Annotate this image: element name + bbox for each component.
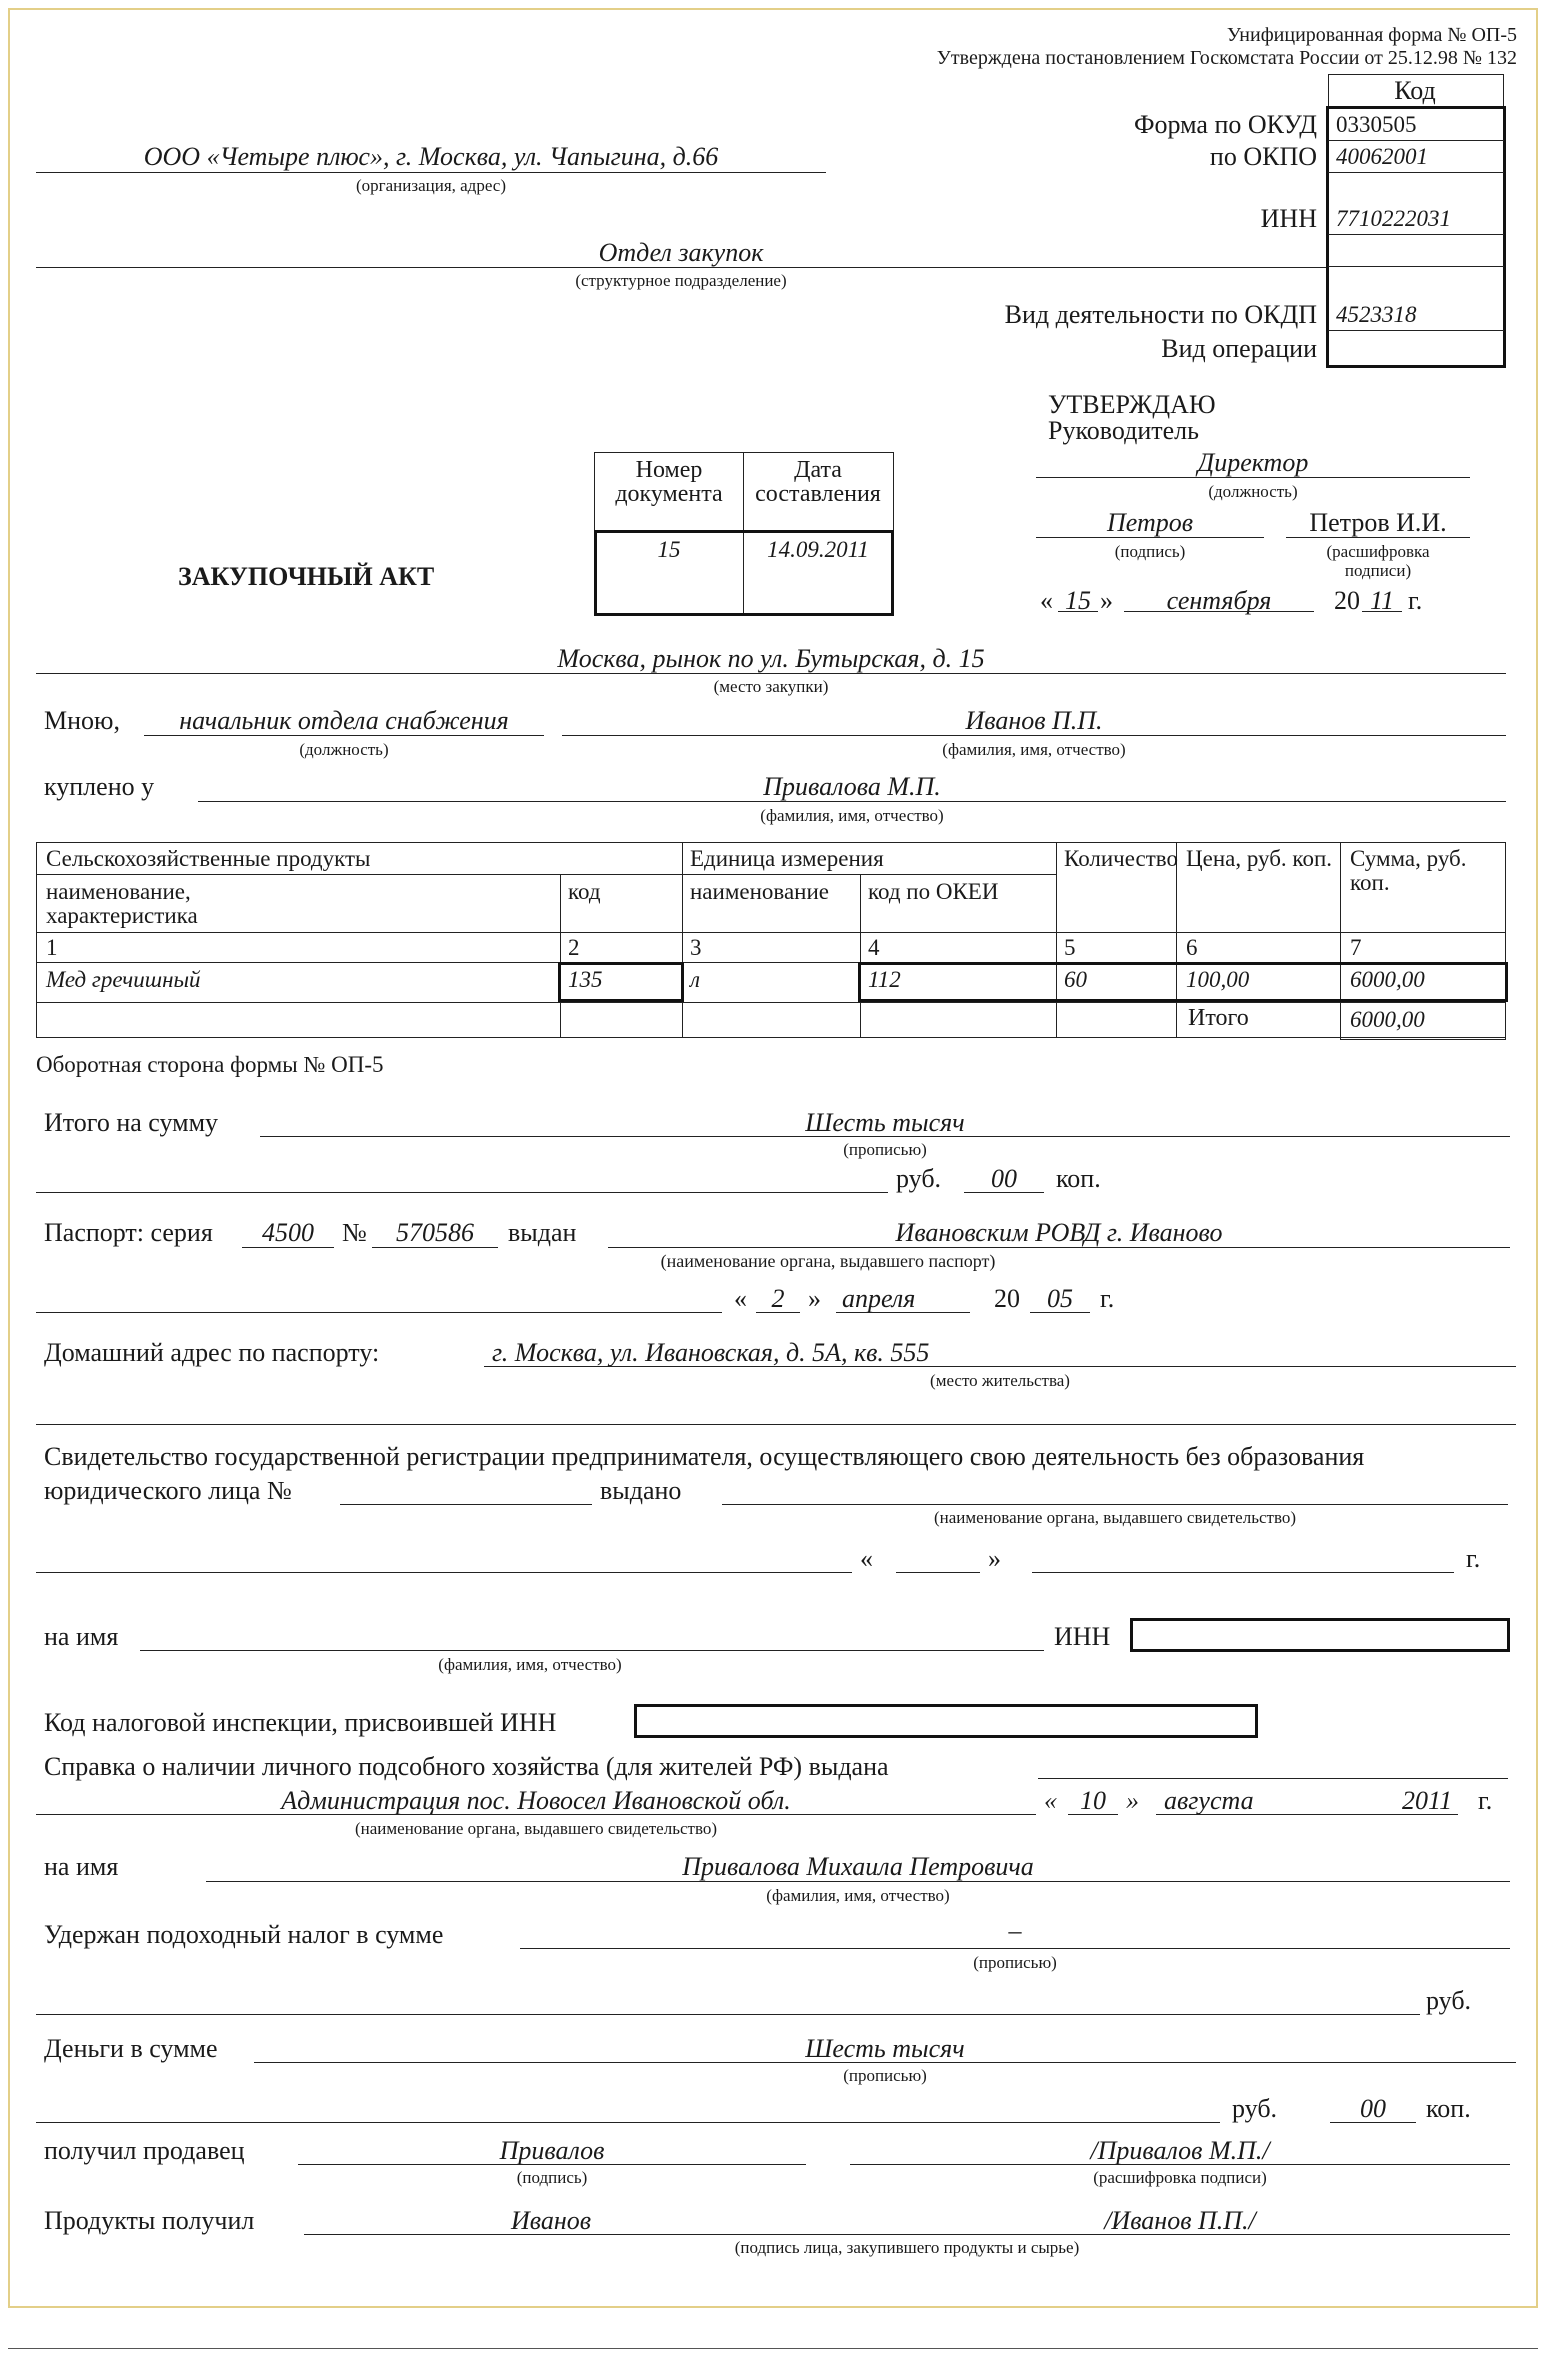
- okud-label: Форма по ОКУД: [1134, 110, 1317, 139]
- org-value: ООО «Четыре плюс», г. Москва, ул. Чапыгина, д.66: [143, 142, 719, 171]
- bottom-rule: [8, 2348, 1538, 2349]
- farm-year: 2011: [1402, 1786, 1453, 1815]
- approve-position-caption: (должность): [1208, 482, 1298, 501]
- money-caption: (прописью): [843, 2066, 927, 2085]
- money-label: Деньги в сумме: [44, 2034, 218, 2063]
- approve-head: Руководитель: [1048, 416, 1199, 445]
- th-products: Сельскохозяйственные продукты: [46, 846, 371, 871]
- col-num: 5: [1064, 935, 1076, 960]
- form-approved-label: Утверждена постановлением Госкомстата России от 25.12.98 № 132: [936, 47, 1517, 69]
- reverse-title: Оборотная сторона формы № ОП-5: [36, 1052, 384, 1077]
- okud-value: 0330505: [1336, 112, 1417, 137]
- col-num: 2: [568, 935, 580, 960]
- receiver-decode: /Иванов П.П./: [1104, 2206, 1256, 2235]
- approve-position: Директор: [1197, 448, 1309, 477]
- row-okei: 112: [868, 967, 901, 992]
- total-label: Итого: [1188, 1005, 1249, 1031]
- inn-label: ИНН: [1260, 204, 1317, 233]
- address-caption: (место жительства): [930, 1371, 1070, 1390]
- reverse-words-caption: (прописью): [843, 1140, 927, 1159]
- by-me-name-caption: (фамилия, имя, отчество): [942, 740, 1126, 759]
- by-me-label: Мною,: [44, 706, 120, 735]
- th-sum: Сумма, руб. коп.: [1350, 846, 1467, 895]
- row-qty: 60: [1064, 967, 1087, 992]
- farm-issuer: Администрация пос. Новосел Ивановской обл.: [281, 1786, 791, 1815]
- farm-issuer-caption: (наименование органа, выдавшего свидетельство): [354, 1819, 718, 1838]
- cert-line2: юридического лица №: [44, 1476, 292, 1505]
- dept-value: Отдел закупок: [598, 238, 764, 267]
- money-value: Шесть тысяч: [805, 2034, 965, 2063]
- passport-day: 2: [771, 1284, 785, 1313]
- tax-label: Код налоговой инспекции, присвоившей ИНН: [44, 1708, 557, 1737]
- th-qty: Количество: [1064, 846, 1178, 871]
- approve-decode: Петров И.И.: [1309, 508, 1447, 537]
- farm-day: 10: [1080, 1786, 1106, 1815]
- col-num: 4: [868, 935, 880, 960]
- reverse-total-label: Итого на сумму: [44, 1108, 219, 1137]
- approve-decode-caption: (расшифровка подписи): [1326, 542, 1430, 580]
- seller-label: получил продавец: [44, 2136, 245, 2165]
- bought-name: Привалова М.П.: [763, 772, 941, 801]
- address-value: г. Москва, ул. Ивановская, д. 5А, кв. 555: [492, 1338, 930, 1367]
- doc-number-header: Номер документа: [615, 457, 723, 507]
- approve-title: УТВЕРЖДАЮ: [1048, 390, 1216, 419]
- by-me-position: начальник отдела снабжения: [179, 706, 509, 735]
- passport-year: 05: [1047, 1284, 1073, 1313]
- okpo-value: 40062001: [1336, 144, 1428, 169]
- by-me-position-caption: (должность): [299, 740, 389, 759]
- bought-caption: (фамилия, имя, отчество): [760, 806, 944, 825]
- passport-issued-caption: (наименование органа, выдавшего паспорт): [660, 1251, 996, 1271]
- row-unit: л: [690, 967, 701, 992]
- total-value: 6000,00: [1350, 1007, 1425, 1032]
- org-caption: (организация, адрес): [355, 176, 507, 195]
- th-unit: Единица измерения: [690, 846, 884, 871]
- code-header: Код: [1394, 76, 1436, 105]
- doc-number: 15: [657, 537, 681, 562]
- farm-label: Справка о наличии личного подсобного хозяйства (для жителей РФ) выдана: [44, 1752, 889, 1781]
- seller-signature-caption: (подпись): [516, 2168, 588, 2187]
- okpo-label: по ОКПО: [1209, 142, 1317, 171]
- approve-day: 15: [1065, 586, 1091, 615]
- inn-value: 7710222031: [1336, 206, 1451, 231]
- seller-decode-caption: (расшифровка подписи): [1093, 2168, 1267, 2187]
- reverse-total-words: Шесть тысяч: [805, 1108, 965, 1137]
- farm-name-caption: (фамилия, имя, отчество): [766, 1886, 950, 1905]
- cert-name-caption: (фамилия, имя, отчество): [438, 1655, 622, 1674]
- by-me-name: Иванов П.П.: [965, 706, 1103, 735]
- income-tax-label: Удержан подоходный налог в сумме: [44, 1920, 444, 1949]
- address-label: Домашний адрес по паспорту:: [44, 1338, 380, 1367]
- income-tax-value: –: [1008, 1916, 1022, 1945]
- th-unit-name: наименование: [690, 879, 829, 904]
- okdp-label: Вид деятельности по ОКДП: [1004, 300, 1317, 329]
- operation-label: Вид операции: [1161, 334, 1317, 363]
- approve-year: 11: [1369, 586, 1395, 615]
- place-value: Москва, рынок по ул. Бутырская, д. 15: [557, 644, 985, 673]
- row-code: 135: [568, 967, 603, 992]
- form-unified-label: Унифицированная форма № ОП-5: [1226, 24, 1517, 46]
- tax-code-field: [634, 1704, 1258, 1738]
- place-caption: (место закупки): [713, 677, 829, 696]
- approve-signature: Петров: [1106, 508, 1194, 537]
- approve-signature-caption: (подпись): [1114, 542, 1186, 561]
- passport-series: 4500: [262, 1218, 314, 1247]
- col-num: 7: [1350, 935, 1362, 960]
- passport-label: Паспорт: серия: [44, 1218, 213, 1247]
- col-num: 1: [46, 935, 58, 960]
- th-unit-code: код по ОКЕИ: [868, 879, 999, 904]
- doc-title: ЗАКУПОЧНЫЙ АКТ: [178, 562, 435, 591]
- doc-date-header: Дата составления: [755, 457, 881, 507]
- reverse-kop-value: 00: [991, 1164, 1017, 1193]
- row-price: 100,00: [1186, 967, 1250, 992]
- passport-issued-by: Ивановским РОВД г. Иваново: [895, 1218, 1223, 1247]
- cert-name-label: на имя: [44, 1622, 119, 1651]
- passport-month: апреля: [842, 1284, 916, 1313]
- col-num: 3: [690, 935, 702, 960]
- th-name: наименование, характеристика: [46, 879, 198, 928]
- doc-date: 14.09.2011: [767, 537, 869, 562]
- cert-issued-caption: (наименование органа, выдавшего свидетельство): [933, 1508, 1297, 1527]
- farm-name: Привалова Михаила Петровича: [682, 1852, 1034, 1881]
- income-tax-caption: (прописью): [973, 1953, 1057, 1972]
- th-price: Цена, руб. коп.: [1186, 846, 1332, 871]
- row-sum: 6000,00: [1350, 967, 1425, 992]
- receiver-signature: Иванов: [510, 2206, 592, 2235]
- row-name: Мед гречишный: [46, 967, 201, 992]
- cert-line1: Свидетельство государственной регистрации предпринимателя, осуществляющего свою деятельность без образования: [44, 1442, 1365, 1471]
- col-num: 6: [1186, 935, 1198, 960]
- receiver-caption: (подпись лица, закупившего продукты и сырье): [734, 2238, 1080, 2257]
- dept-caption: (структурное подразделение): [575, 271, 787, 290]
- money-kop-value: 00: [1360, 2094, 1386, 2123]
- farm-month: августа: [1164, 1786, 1254, 1815]
- passport-number: 570586: [396, 1218, 474, 1247]
- cert-inn-field: [1130, 1618, 1510, 1652]
- bought-label: куплено у: [44, 772, 155, 801]
- okdp-value: 4523318: [1336, 302, 1417, 327]
- approve-month: сентября: [1166, 586, 1272, 615]
- seller-decode: /Привалов М.П./: [1090, 2136, 1270, 2165]
- receiver-label: Продукты получил: [44, 2206, 255, 2235]
- th-code: код: [568, 879, 601, 904]
- products-table: [36, 842, 1506, 1038]
- farm-name-label: на имя: [44, 1852, 119, 1881]
- seller-signature: Привалов: [499, 2136, 605, 2165]
- code-header-box: [1328, 74, 1504, 110]
